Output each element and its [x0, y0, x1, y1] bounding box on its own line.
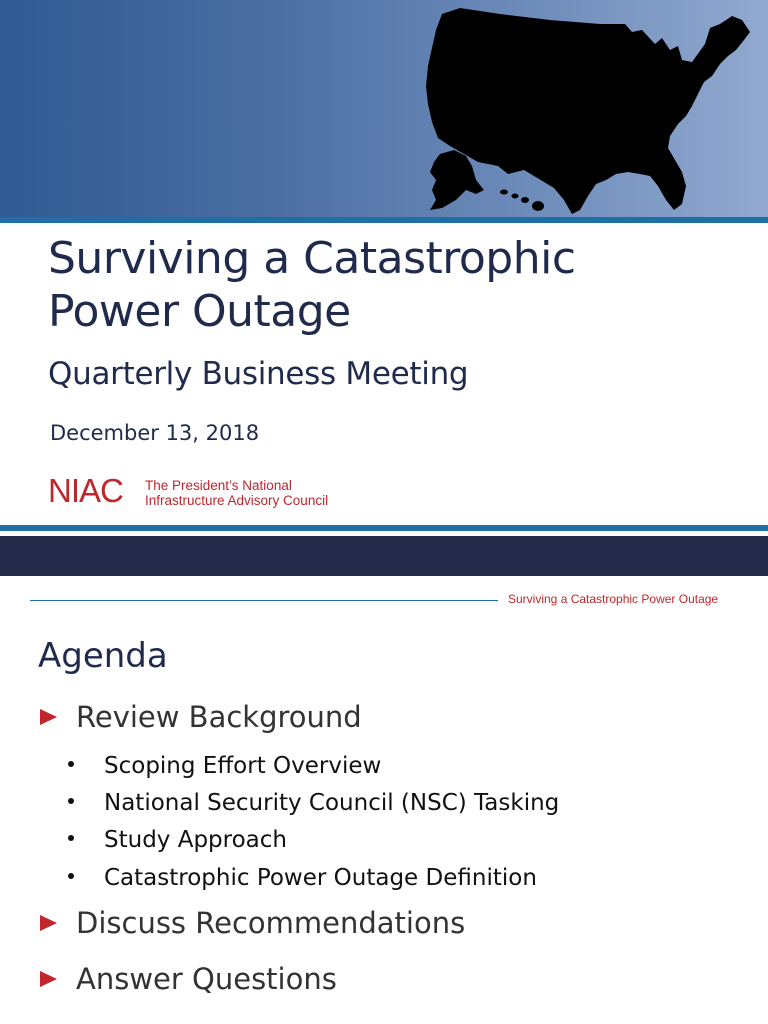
bullet-dot-icon — [68, 873, 74, 879]
agenda-subitem-label: Study Approach — [104, 827, 287, 853]
agenda-subitem — [68, 865, 537, 891]
arrow-bullet-icon — [40, 915, 57, 931]
meeting-date: December 13, 2018 — [50, 421, 260, 445]
banner-divider — [0, 217, 768, 223]
slide-subtitle: Quarterly Business Meeting — [48, 356, 469, 392]
agenda-subitem — [68, 827, 287, 853]
header-rule — [30, 600, 498, 601]
agenda-item — [40, 906, 465, 940]
arrow-bullet-icon — [40, 971, 57, 987]
logo-line-2: Infrastructure Advisory Council — [145, 493, 329, 508]
arrow-bullet-icon — [40, 709, 57, 725]
header-banner — [0, 0, 768, 217]
agenda-subitem-label: National Security Council (NSC) Tasking — [104, 790, 560, 816]
logo-line-1: The President’s National — [145, 478, 292, 493]
agenda-item-label: Answer Questions — [76, 962, 337, 996]
running-header: Surviving a Catastrophic Power Outage — [508, 592, 719, 606]
us-map-icon — [420, 4, 760, 214]
bullet-dot-icon — [68, 835, 74, 841]
footer-band — [0, 536, 768, 576]
agenda-item-label: Discuss Recommendations — [76, 906, 466, 940]
logo-acronym: NIAC — [48, 472, 123, 509]
agenda-subitem — [68, 753, 381, 779]
agenda-item — [40, 962, 337, 996]
agenda-subitem — [68, 790, 559, 816]
agenda-subitem-label: Scoping Effort Overview — [104, 753, 382, 779]
title-line-2: Power Outage — [48, 286, 351, 337]
logo-text — [145, 478, 365, 508]
slide-title — [48, 232, 576, 338]
agenda-heading: Agenda — [38, 636, 168, 676]
agenda-item-label: Review Background — [76, 700, 362, 734]
footer-divider — [0, 525, 768, 531]
agenda-slide — [0, 576, 768, 1024]
bullet-dot-icon — [68, 798, 74, 804]
agenda-item — [40, 700, 362, 734]
bullet-dot-icon — [68, 761, 74, 767]
title-line-1: Surviving a Catastrophic — [48, 233, 576, 284]
agenda-subitem-label: Catastrophic Power Outage Definition — [104, 865, 537, 891]
